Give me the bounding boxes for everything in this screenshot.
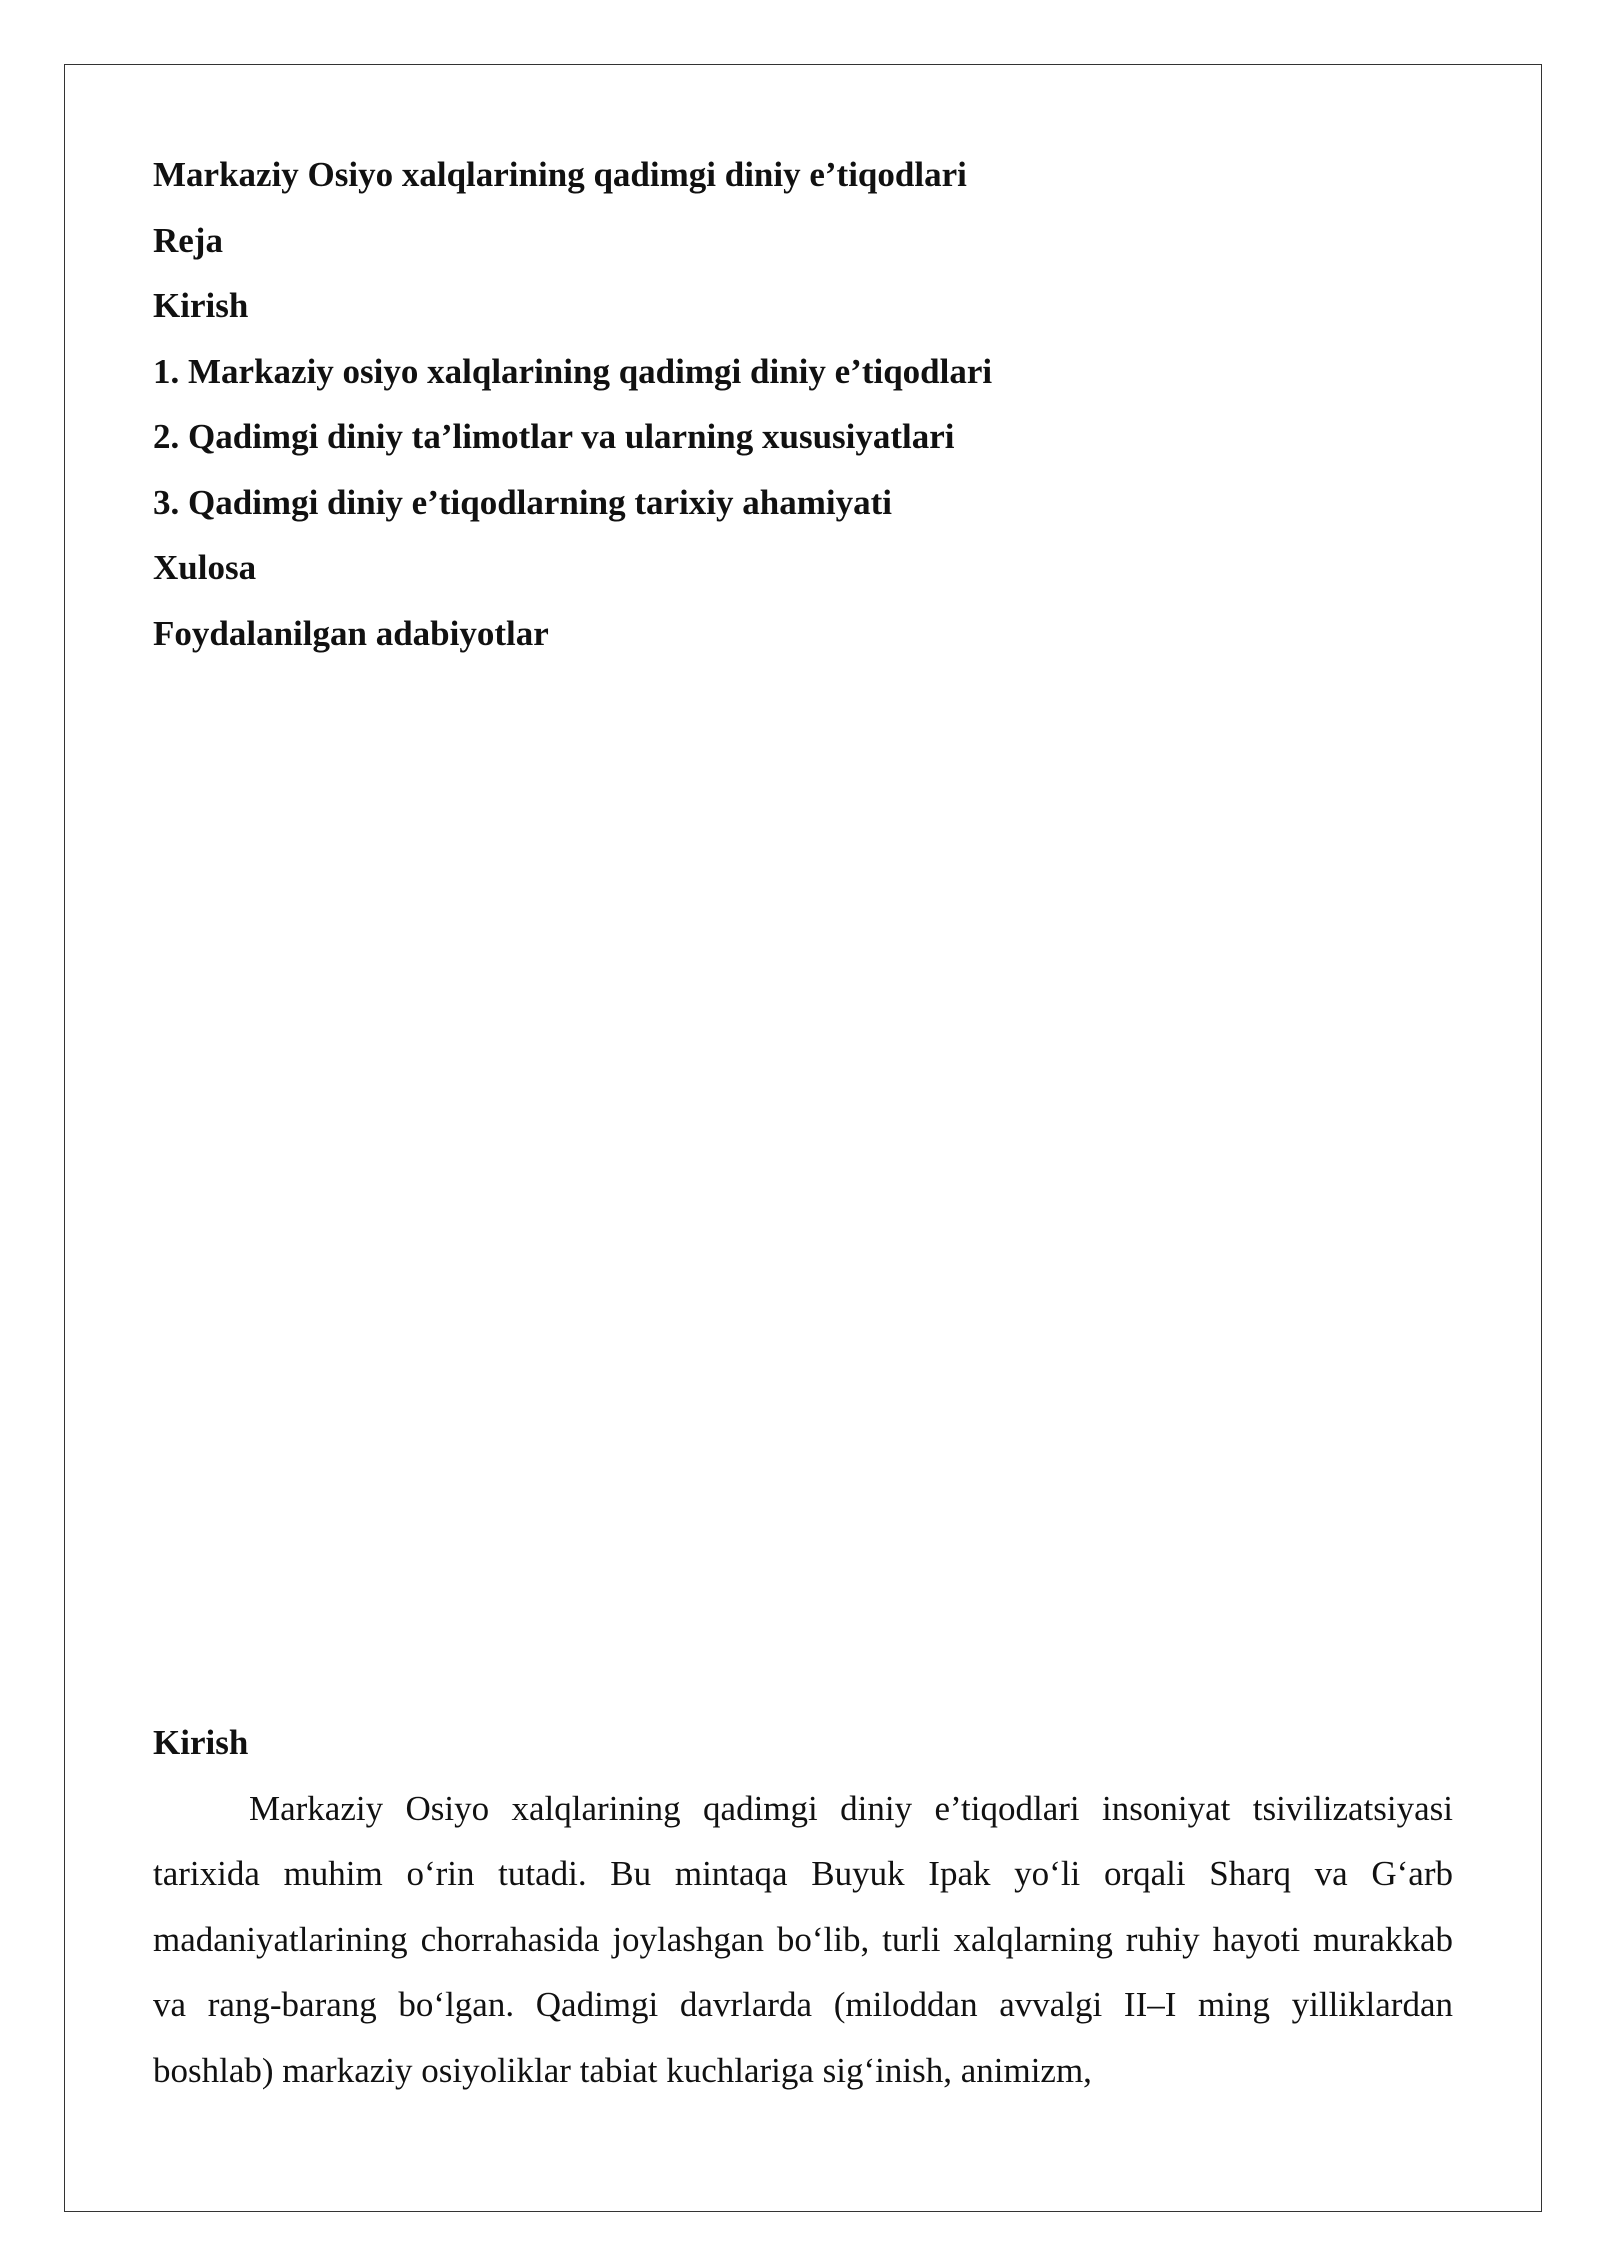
toc-item-conclusion: Xulosa — [153, 548, 257, 587]
toc-item-references: Foydalanilgan adabiyotlar — [153, 613, 549, 653]
introduction-paragraph: Markaziy Osiyo xalqlarining qadimgi diniy e’tiqodlari insoniyat tsivilizatsiyasi tarixida muhim o‘rin tutadi. Bu mintaqa Buyuk Ipak yo‘li orqali Sharq va G‘arb madaniyatlarining chorrahasida joylashgan bo‘lib, turli xalqlarning ruhiy hayoti murakkab va rang-barang bo‘lgan. Qadimgi davrlarda (miloddan avvalgi II–I ming yilliklardan boshlab) markaziy osiyoliklar tabiat kuchlariga sig‘inish, animizm, — [153, 1788, 1453, 2090]
plan-label: Reja — [153, 220, 223, 260]
introduction-heading: Kirish — [153, 1723, 249, 1762]
document-title: Markaziy Osiyo xalqlarining qadimgi diniy e’tiqodlari — [153, 155, 967, 194]
introduction-section — [153, 1710, 1453, 2103]
toc-item-1: 1. Markaziy osiyo xalqlarining qadimgi diniy e’tiqodlari — [153, 351, 993, 391]
toc-item-intro: Kirish — [153, 286, 249, 325]
toc-item-2: 2. Qadimgi diniy ta’limotlar va ularning xususiyatlari — [153, 417, 955, 456]
table-of-contents — [153, 142, 1453, 666]
toc-item-3: 3. Qadimgi diniy e’tiqodlarning tarixiy ahamiyati — [153, 482, 892, 522]
